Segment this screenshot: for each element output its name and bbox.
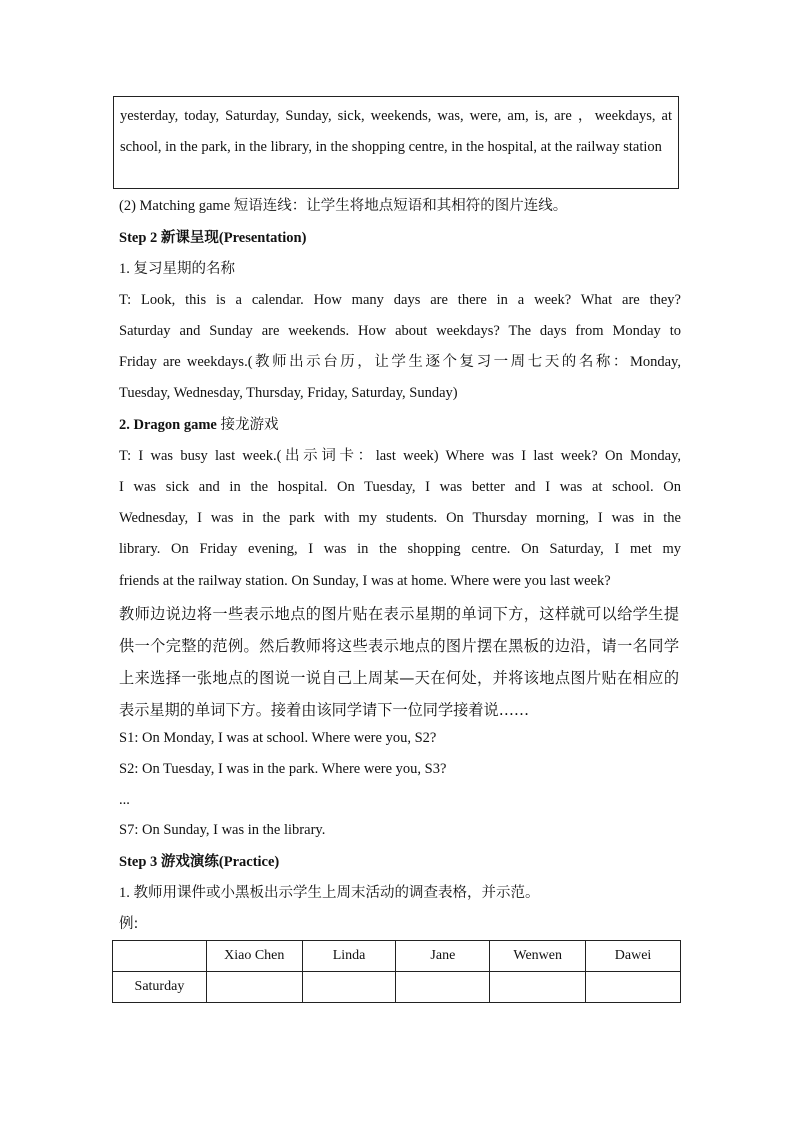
table-cell	[586, 972, 681, 1003]
item2-line-1: T: I was busy last week.(出示词卡：last week) Where was I last week? On Monday,	[119, 448, 681, 464]
table-header-cell: Linda	[302, 941, 396, 972]
table-row	[113, 972, 681, 1003]
table-cell	[302, 972, 396, 1003]
item1-line-1: T: Look, this is a calendar. How many days are there in a week? What are they?	[119, 292, 681, 308]
step3-heading: Step 3 游戏演练(Practice)	[119, 854, 280, 870]
table-header-cell: Jane	[396, 941, 490, 972]
item2-line-5: friends at the railway station. On Sunday, I was at home. Where were you last week?	[119, 573, 611, 589]
dialogue-line-3: ...	[119, 792, 130, 808]
matching-game-line: (2) Matching game 短语连线：让学生将地点短语和其相符的图片连线。	[119, 198, 568, 214]
survey-table	[112, 940, 681, 1003]
teacher-instruction-paragraph: 教师边说边将一些表示地点的图片贴在表示星期的单词下方，这样就可以给学生提供一个完整的范例。然后教师将这些表示地点的图片摆在黑板的边沿，请一名同学上来选择一张地点的图说一说自己上周某—天在何处，并将该地点图片贴在相应的表示星期的单词下方。接着由该同学请下一位同学接着说……	[119, 605, 679, 719]
table-header-cell: Xiao Chen	[206, 941, 302, 972]
step2-heading: Step 2 新课呈现(Presentation)	[119, 230, 307, 246]
table-cell	[396, 972, 490, 1003]
item2-line-2: I was sick and in the hospital. On Tuesday, I was better and I was at school. On	[119, 479, 681, 495]
item2-line-4: library. On Friday evening, I was in the shopping centre. On Saturday, I met my	[119, 541, 681, 557]
item2-title-bold: 2. Dragon game	[119, 417, 217, 433]
table-header-cell: Dawei	[586, 941, 681, 972]
item2-line-3: Wednesday, I was in the park with my students. On Thursday morning, I was in the	[119, 510, 681, 526]
dialogue-line-2: S2: On Tuesday, I was in the park. Where were you, S3?	[119, 761, 447, 777]
item2-title	[119, 415, 681, 435]
item1-line-3: Friday are weekdays.(教师出示台历，让学生逐个复习一周七天的名称：Monday,	[119, 354, 681, 370]
table-cell: Saturday	[113, 972, 207, 1003]
item1-line-2: Saturday and Sunday are weekends. How about weekdays? The days from Monday to	[119, 323, 681, 339]
table-cell	[206, 972, 302, 1003]
example-label: 例:	[119, 916, 139, 932]
dialogue-line-1: S1: On Monday, I was at school. Where were you, S2?	[119, 730, 437, 746]
table-header-cell: Wenwen	[490, 941, 586, 972]
item1-title-text: 1. 复习星期的名称	[119, 261, 235, 277]
dialogue-line-4: S7: On Sunday, I was in the library.	[119, 822, 326, 838]
item1-title	[119, 259, 681, 279]
item1-line-4: Tuesday, Wednesday, Thursday, Friday, Saturday, Sunday)	[119, 385, 458, 401]
vocabulary-box: yesterday, today, Saturday, Sunday, sick, weekends, was, were, am, is, are ，weekdays, at school, in the park, in the library, in the shopping centre, in the hospital, at the railway station	[113, 96, 679, 189]
step3-item1: 1. 教师用课件或小黑板出示学生上周末活动的调查表格，并示范。	[119, 885, 540, 901]
table-header-row	[113, 941, 681, 972]
table-cell	[490, 972, 586, 1003]
item2-title-cn: 接龙游戏	[220, 417, 279, 433]
table-header-cell	[113, 941, 207, 972]
